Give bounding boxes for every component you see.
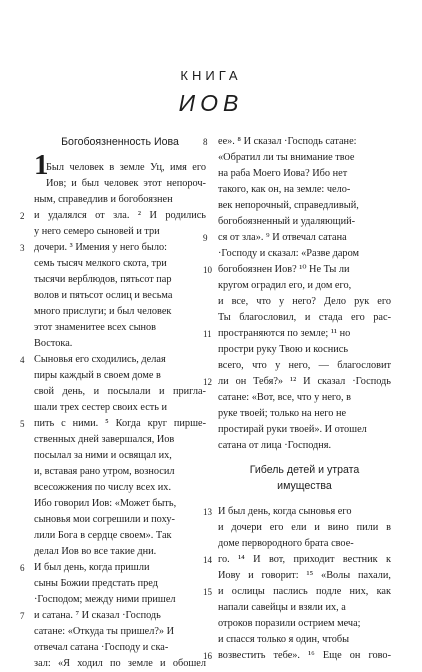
text-line	[20, 208, 206, 224]
text-line	[218, 182, 391, 198]
section-heading: Богобоязненность Иова	[61, 136, 179, 148]
line-text: возвестить тебе». ¹⁶ Еще он гово-	[218, 650, 391, 661]
text-line	[34, 656, 206, 672]
text-line	[203, 262, 391, 278]
text-line	[218, 406, 391, 422]
line-text: этот знаменитее всех сынов	[34, 322, 157, 333]
verse-number: 3	[20, 243, 25, 253]
text-line	[34, 512, 206, 528]
line-text: Иов; и был человек этот непороч-	[46, 178, 206, 189]
verse-number: 14	[203, 555, 212, 565]
text-line	[218, 246, 391, 262]
text-line	[34, 640, 206, 656]
line-text: сыновья мои согрешили и поху-	[34, 514, 175, 525]
text-line	[218, 616, 391, 632]
text-line	[34, 160, 206, 176]
line-text: руке твоей; только на него не	[218, 408, 347, 419]
text-line	[218, 520, 391, 536]
line-text: простри руку Твою и коснись	[218, 344, 349, 355]
line-text: сыны Божии предстать пред	[34, 578, 158, 589]
text-line	[20, 240, 206, 256]
text-line	[34, 432, 206, 448]
text-line	[34, 576, 206, 592]
line-text: у него семеро сыновей и три	[34, 226, 160, 237]
text-line	[20, 560, 206, 576]
line-text: и все, что у него? Дело рук его	[218, 296, 391, 307]
text-line	[34, 224, 206, 240]
text-line	[218, 342, 391, 358]
line-text: лили Бога в сердце своем». Так	[34, 530, 172, 541]
text-line	[34, 256, 206, 272]
line-text: дочери. ³ Имения у него было:	[34, 242, 167, 253]
text-line	[34, 496, 206, 512]
line-text: сатана от лица ·Господня.	[218, 440, 332, 451]
text-line	[34, 192, 206, 208]
book-title: ИОВ	[178, 90, 244, 116]
text-line	[34, 176, 206, 192]
text-line	[203, 584, 391, 600]
line-text: простирай руки твоей». И отошел	[218, 424, 367, 435]
text-line	[203, 504, 391, 520]
verse-number: 5	[20, 419, 25, 429]
verse-number: 2	[20, 211, 25, 221]
text-line	[203, 648, 391, 664]
line-text: богобоязненный и удаляющий-	[218, 216, 356, 227]
verse-number: 6	[20, 563, 25, 573]
verse-number: 15	[203, 587, 212, 597]
heading-gap	[34, 150, 206, 160]
line-text: и удалялся от зла. ² И родились	[34, 210, 206, 221]
line-text: ся от зла». ⁹ И отвечал сатана	[218, 232, 347, 243]
line-text: такого, как он, на земле: чело-	[218, 184, 351, 195]
line-text: всесожжения по числу всех их.	[34, 482, 172, 493]
line-text: сатане: «Откуда ты пришел?» И	[34, 626, 175, 637]
line-text: ·Господом; между ними пришел	[34, 594, 176, 605]
line-text: волов и пятьсот ослиц и весьма	[34, 290, 173, 301]
text-line	[218, 150, 391, 166]
text-line	[203, 230, 391, 246]
line-text: свой день, и посылали и пригла-	[34, 386, 206, 397]
text-line	[218, 390, 391, 406]
line-text: го. ¹⁴ И вот, приходит вестник к	[218, 554, 391, 565]
line-text: напали савейцы и взяли их, а	[218, 602, 346, 613]
line-text: И был день, когда сыновья его	[218, 506, 352, 517]
line-text: отроков поразили острием меча;	[218, 618, 361, 629]
text-line	[34, 320, 206, 336]
text-line	[218, 632, 391, 648]
line-text: много прислуги; и был человек	[34, 306, 172, 317]
book-label: КНИГА	[180, 68, 242, 83]
text-line	[203, 326, 391, 342]
line-text: делал Иов во все такие дни.	[34, 546, 157, 557]
line-text: доме первородного брата свое-	[218, 538, 354, 549]
text-line	[218, 568, 391, 584]
line-text: ·Господу и сказал: «Разве даром	[218, 248, 360, 259]
line-text: ее». ⁸ И сказал ·Господь сатане:	[218, 136, 357, 147]
heading-gap	[218, 494, 391, 504]
verse-number: 10	[203, 265, 212, 275]
line-text: Иову и говорит: ¹⁵ «Волы пахали,	[218, 570, 391, 581]
line-text: пространяются по земле; ¹¹ но	[218, 328, 351, 339]
line-text: кругом оградил его, и дом его,	[218, 280, 352, 291]
text-line	[218, 422, 391, 438]
text-line	[34, 544, 206, 560]
text-line	[218, 294, 391, 310]
text-line	[218, 358, 391, 374]
line-text: и ослицы паслись подле них, как	[218, 586, 391, 597]
text-line	[34, 528, 206, 544]
verse-number: 11	[203, 329, 212, 339]
text-line	[218, 600, 391, 616]
text-line	[203, 552, 391, 568]
text-line	[218, 438, 391, 454]
verse-number: 12	[203, 377, 212, 387]
line-text: отвечал сатана ·Господу и ска-	[34, 642, 169, 653]
line-text: и, вставая рано утром, возносил	[34, 466, 175, 477]
line-text: ли он Тебя?» ¹² И сказал ·Господь	[218, 376, 391, 387]
text-line	[218, 310, 391, 326]
text-line	[34, 400, 206, 416]
verse-number: 4	[20, 355, 25, 365]
line-text: Сыновья его сходились, делая	[34, 354, 166, 365]
text-line	[218, 166, 391, 182]
line-text: пиры каждый в своем доме в	[34, 370, 161, 381]
text-line	[34, 336, 206, 352]
line-text: посылал за ними и освящал их,	[34, 450, 172, 461]
chapter-number: 1	[34, 149, 49, 181]
line-text: и дочери его ели и вино пили в	[218, 522, 391, 533]
verse-number: 9	[203, 233, 208, 243]
line-text: шали трех сестер своих есть и	[34, 402, 168, 413]
text-line	[34, 368, 206, 384]
text-line	[34, 464, 206, 480]
text-line	[34, 592, 206, 608]
text-line	[203, 134, 391, 150]
line-text: Востока.	[34, 338, 73, 349]
text-line	[218, 278, 391, 294]
verse-number: 13	[203, 507, 212, 517]
line-text: и сатана. ⁷ И сказал ·Господь	[34, 610, 161, 621]
text-line	[218, 214, 391, 230]
line-text: ным, справедлив и богобоязнен	[34, 194, 173, 205]
line-text: богобоязнен Иов? ¹⁰ Не Ты ли	[218, 264, 350, 275]
line-text: Был человек в земле Уц, имя его	[46, 162, 206, 173]
text-line	[34, 384, 206, 400]
section-heading: имущества	[277, 480, 332, 492]
line-text: семь тысяч мелкого скота, три	[34, 258, 167, 269]
line-text: тысячи верблюдов, пятьсот пар	[34, 274, 172, 285]
line-text: Ты благословил, и стада его рас-	[218, 312, 391, 323]
line-text: и спасся только я один, чтобы	[218, 634, 350, 645]
right-column	[203, 134, 391, 664]
line-text: сатане: «Вот, все, что у него, в	[218, 392, 352, 403]
line-text: ственных дней завершался, Иов	[34, 434, 175, 445]
verse-number: 16	[203, 651, 212, 661]
left-column	[20, 134, 206, 672]
text-line	[34, 624, 206, 640]
text-line	[34, 304, 206, 320]
text-line	[218, 536, 391, 552]
line-text: век непорочный, справедливый,	[218, 200, 359, 211]
text-line	[203, 374, 391, 390]
line-text: зал: «Я ходил по земле и обошел	[34, 658, 206, 669]
text-line	[20, 352, 206, 368]
text-line	[20, 608, 206, 624]
line-text: Ибо говорил Иов: «Может быть,	[34, 498, 177, 509]
line-text: на раба Моего Иова? Ибо нет	[218, 168, 348, 179]
section-heading: Гибель детей и утрата	[249, 464, 360, 476]
text-line	[34, 448, 206, 464]
text-line	[34, 480, 206, 496]
line-text: всего, что у него, — благословит	[218, 360, 391, 371]
line-text: И был день, когда пришли	[34, 562, 150, 573]
verse-number: 8	[203, 137, 208, 147]
section-gap	[218, 454, 391, 462]
text-line	[218, 198, 391, 214]
text-line	[34, 272, 206, 288]
text-line	[34, 288, 206, 304]
text-line	[20, 416, 206, 432]
line-text: «Обратил ли ты внимание твое	[218, 152, 355, 163]
verse-number: 7	[20, 611, 25, 621]
line-text: пить с ними. ⁵ Когда круг пирше-	[34, 418, 206, 429]
